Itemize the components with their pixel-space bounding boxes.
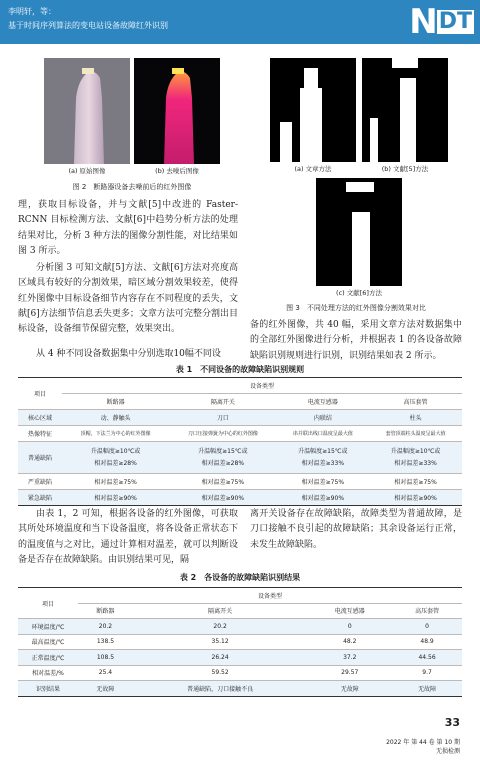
table2 (18, 587, 462, 697)
table2-col-header: 高压套管 (392, 603, 462, 619)
logo-letter: N (409, 2, 436, 42)
table1-cell: 升温幅度≥15℃或 相对温差≥28% (169, 442, 276, 474)
table2-col-header: 电流互感器 (307, 603, 392, 619)
journal-name: 无损检测 (435, 748, 460, 755)
table1-row-label: 紧急缺陷 (18, 490, 62, 506)
table1-cell: 内联结 (276, 410, 369, 426)
paragraph-right-1: 备的红外图像，共 40 幅，采用文章方法对数据集中的全部红外图像进行分析，并根据表 1 的各设备故障缺陷识别规则进行识别，识别结果如表 2 所示。 (250, 320, 462, 361)
figure2-caption: 图 2 断路器设备去噪前后的红外图像 (72, 183, 192, 191)
paragraph-1: 理，获取目标设备，并与文献[5]中改进的 Faster-RCNN 目标检测方法、文献[6]中趋势分析方法的处理结果对比，分析 3 种方法的图像分割性能，对比结果如图 3 所示。 (18, 200, 238, 256)
table1-cell: 升温幅度≥15℃或 相对温差≥33% (276, 442, 369, 474)
table2-cell: 25.4 (78, 665, 133, 681)
table2-cell: 20.2 (78, 619, 133, 635)
table1-cell: 刀口压接弹簧为中心的红外图像 (169, 426, 276, 442)
table1-row-label: 热像特征 (18, 426, 62, 442)
table1-cell: 升温幅度≥10℃或 相对温差≥33% (369, 442, 462, 474)
table2-cell: 无故障 (78, 681, 133, 697)
fig2a-caption: (a) 原始图像 (68, 167, 106, 175)
table2-cell: 26.24 (133, 650, 308, 666)
table2-cell: 37.2 (307, 650, 392, 666)
table1-cell: 相对温差≥90% (276, 490, 369, 506)
journal-logo (409, 4, 474, 40)
table1-group-header: 设备类型 (62, 378, 462, 394)
page-number: 33 (444, 716, 460, 729)
table1-row-label: 普通缺陷 (18, 442, 62, 474)
table2-col-header: 隔离开关 (133, 603, 308, 619)
segmentation-ref6 (316, 178, 402, 286)
table1-cell: 相对温差≥75% (62, 474, 169, 490)
table2-item-header: 项目 (18, 588, 78, 619)
header-title: 基于时间序列算法的变电站设备故障红外识别 (8, 21, 168, 30)
table2-row-label: 最高温度/℃ (18, 634, 78, 650)
original-infrared-image (44, 58, 130, 164)
table1-row-label: 核心区域 (18, 410, 62, 426)
paragraph-right-2: 离开关设备存在故障缺陷，故障类型为普通故障，是刀口接触不良引起的故障缺陷；其余设备运行正常，未发生故障缺陷。 (250, 509, 462, 550)
table2-cell: 59.52 (133, 665, 308, 681)
table1-cell: 相对温差≥75% (276, 474, 369, 490)
paragraph-2: 分析图 3 可知文献[5]方法、文献[6]方法对亮度高区域具有较好的分割效果，暗区域分割效果较差，使得红外图像中目标设备细节内容存在不同程度的丢失，文献[6]方法细节信息丢失更多；文章方法可完整分割出目标设备，设备细节保留完整，效果突出。 (18, 263, 238, 335)
table2-group-header: 设备类型 (78, 588, 462, 604)
table2-cell: 普通缺陷，刀口接触不良 (133, 681, 308, 697)
table1-cell: 相对温差≥90% (369, 490, 462, 506)
table2-cell: 48.2 (307, 634, 392, 650)
table2-col-header: 断路器 (78, 603, 133, 619)
table1-cell: 相对温差≥90% (169, 490, 276, 506)
table2-cell: 44.56 (392, 650, 462, 666)
paragraph-3: 从 4 种不同设备数据集中分别选取10幅不同设 (36, 349, 221, 359)
segmentation-proposed (270, 58, 356, 162)
table2-cell: 0 (307, 619, 392, 635)
table1-cell: 相对温差≥75% (169, 474, 276, 490)
logo-letters: DT (438, 9, 472, 34)
fig3c-caption: (c) 文献[6]方法 (336, 289, 382, 297)
paragraph-4: 由表 1，2 可知，根据各设备的红外图像，可获取其所处环境温度和当下设备温度，将各设备正常状态下的温度值与之对比，通过计算相对温差，就可以判断设备是否存在故障缺陷。由识别结果可见，隔 (18, 509, 238, 565)
table1-cell: 刀口 (169, 410, 276, 426)
denoised-infrared-image (134, 58, 220, 164)
table1-cell: 柱头 (369, 410, 462, 426)
table1 (18, 377, 462, 506)
table2-cell: 0 (392, 619, 462, 635)
table2-cell: 无故障 (392, 681, 462, 697)
table1-cell: 套管顶端柱头温度呈最大值 (369, 426, 462, 442)
table1-title: 表 1 不同设备的故障缺陷识别规则 (175, 365, 305, 374)
table2-cell: 35.12 (133, 634, 308, 650)
table1-cell: 相对温差≥90% (62, 490, 169, 506)
fig3a-caption: (a) 文章方法 (294, 165, 332, 173)
fig3b-caption: (b) 文献[5]方法 (381, 165, 429, 173)
table2-row-label: 环境温度/℃ (18, 619, 78, 635)
segmentation-ref5 (362, 58, 448, 162)
table1-item-header: 项目 (18, 378, 62, 410)
header-authors: 李明轩，等： (8, 7, 56, 16)
table2-cell: 29.57 (307, 665, 392, 681)
table2-cell: 108.5 (78, 650, 133, 666)
table1-cell: 相对温差≥75% (369, 474, 462, 490)
page-header (0, 0, 480, 44)
table2-cell: 无故障 (307, 681, 392, 697)
table1-col-header: 电流互感器 (276, 394, 369, 410)
fig2b-caption: (b) 去噪后图像 (155, 167, 199, 175)
table1-cell: 顶帽，下法兰为中心的红外图像 (62, 426, 169, 442)
table1-col-header: 断路器 (62, 394, 169, 410)
table1-cell: 串并联出线口温度呈最大值 (276, 426, 369, 442)
table2-cell: 20.2 (133, 619, 308, 635)
table2-title: 表 2 各设备的故障缺陷识别结果 (179, 573, 301, 582)
table1-row-label: 严重缺陷 (18, 474, 62, 490)
figure3-caption: 图 3 不同处理方法的红外图像分割效果对比 (286, 304, 426, 312)
table2-row-label: 相对温差/% (18, 665, 78, 681)
issue-info: 2022 年 第 44 卷 第 10 期 (386, 739, 460, 746)
table2-cell: 9.7 (392, 665, 462, 681)
table2-cell: 48.9 (392, 634, 462, 650)
table1-cell: 动、静触头 (62, 410, 169, 426)
table2-row-label: 识别结果 (18, 681, 78, 697)
table1-col-header: 隔离开关 (169, 394, 276, 410)
table1-cell: 升温幅度≥10℃或 相对温差≥28% (62, 442, 169, 474)
table2-row-label: 正常温度/℃ (18, 650, 78, 666)
table2-cell: 138.5 (78, 634, 133, 650)
table1-col-header: 高压套管 (369, 394, 462, 410)
